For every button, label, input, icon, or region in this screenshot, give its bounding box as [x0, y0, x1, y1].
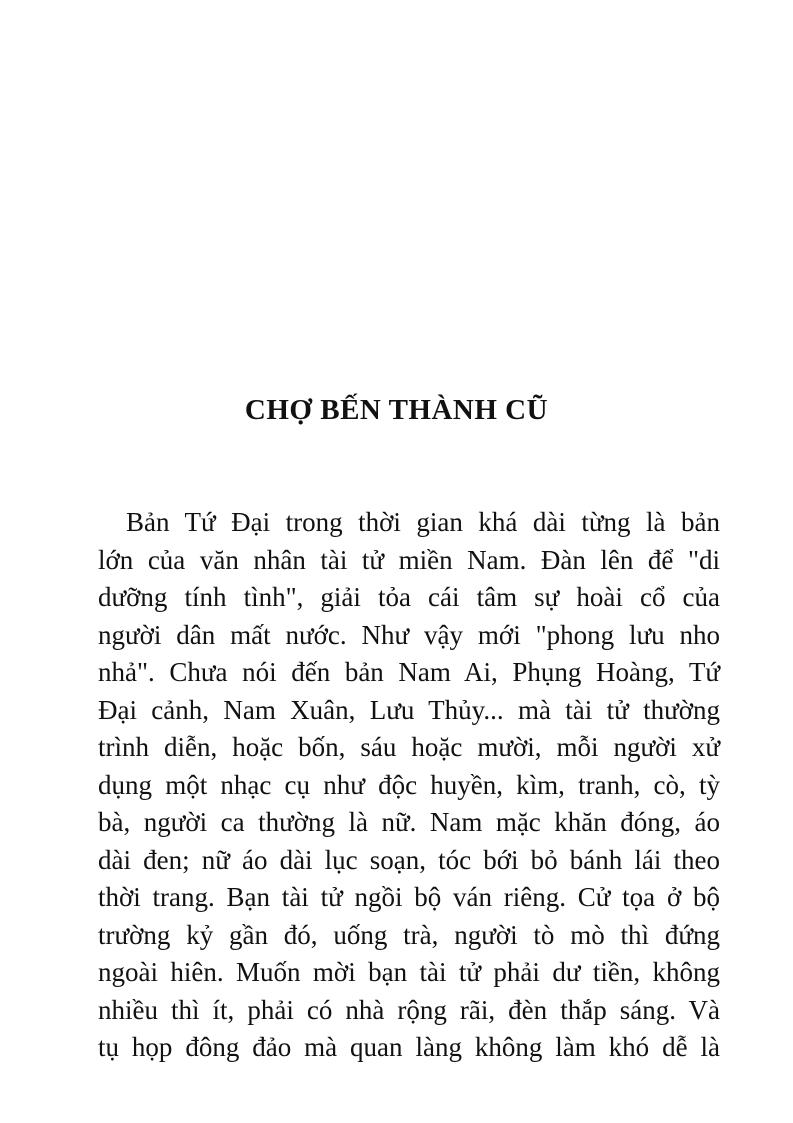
- body-paragraph: [98, 504, 720, 1067]
- text-line: tụ họp đông đảo mà quan làng không làm khó dễ là: [98, 1032, 720, 1062]
- text-line: nhiều thì ít, phải có nhà rộng rãi, đèn thắp sáng. Và: [98, 994, 720, 1025]
- text-line: Bản Tứ Đại trong thời gian khá dài từng là bản: [126, 507, 720, 537]
- text-line: nhả". Chưa nói đến bản Nam Ai, Phụng Hoàng, Tứ: [98, 657, 720, 687]
- text-line: bà, người ca thường là nữ. Nam mặc khăn đóng, áo: [98, 807, 720, 837]
- text-line: dài đen; nữ áo dài lục soạn, tóc bới bỏ bánh lái theo: [98, 844, 720, 875]
- text-line: dụng một nhạc cụ như độc huyền, kìm, tranh, cò, tỳ: [98, 769, 720, 800]
- text-line: thời trang. Bạn tài tử ngồi bộ ván riêng. Cử tọa ở bộ: [98, 882, 720, 912]
- text-line: trường kỷ gần đó, uống trà, người tò mò thì đứng: [98, 919, 720, 950]
- text-line: lớn của văn nhân tài tử miền Nam. Đàn lên để "di: [98, 544, 720, 575]
- text-line: Đại cảnh, Nam Xuân, Lưu Thủy... mà tài tử thường: [98, 694, 720, 725]
- text-line: trình diễn, hoặc bốn, sáu hoặc mười, mỗi người xử: [98, 732, 720, 762]
- text-line: dưỡng tính tình", giải tỏa cái tâm sự hoài cổ của: [98, 582, 720, 612]
- text-line: người dân mất nước. Như vậy mới "phong lưu nho: [98, 619, 720, 650]
- chapter-title: CHỢ BẾN THÀNH CŨ: [244, 394, 549, 426]
- text-line: ngoài hiên. Muốn mời bạn tài tử phải dư tiền, không: [98, 957, 720, 987]
